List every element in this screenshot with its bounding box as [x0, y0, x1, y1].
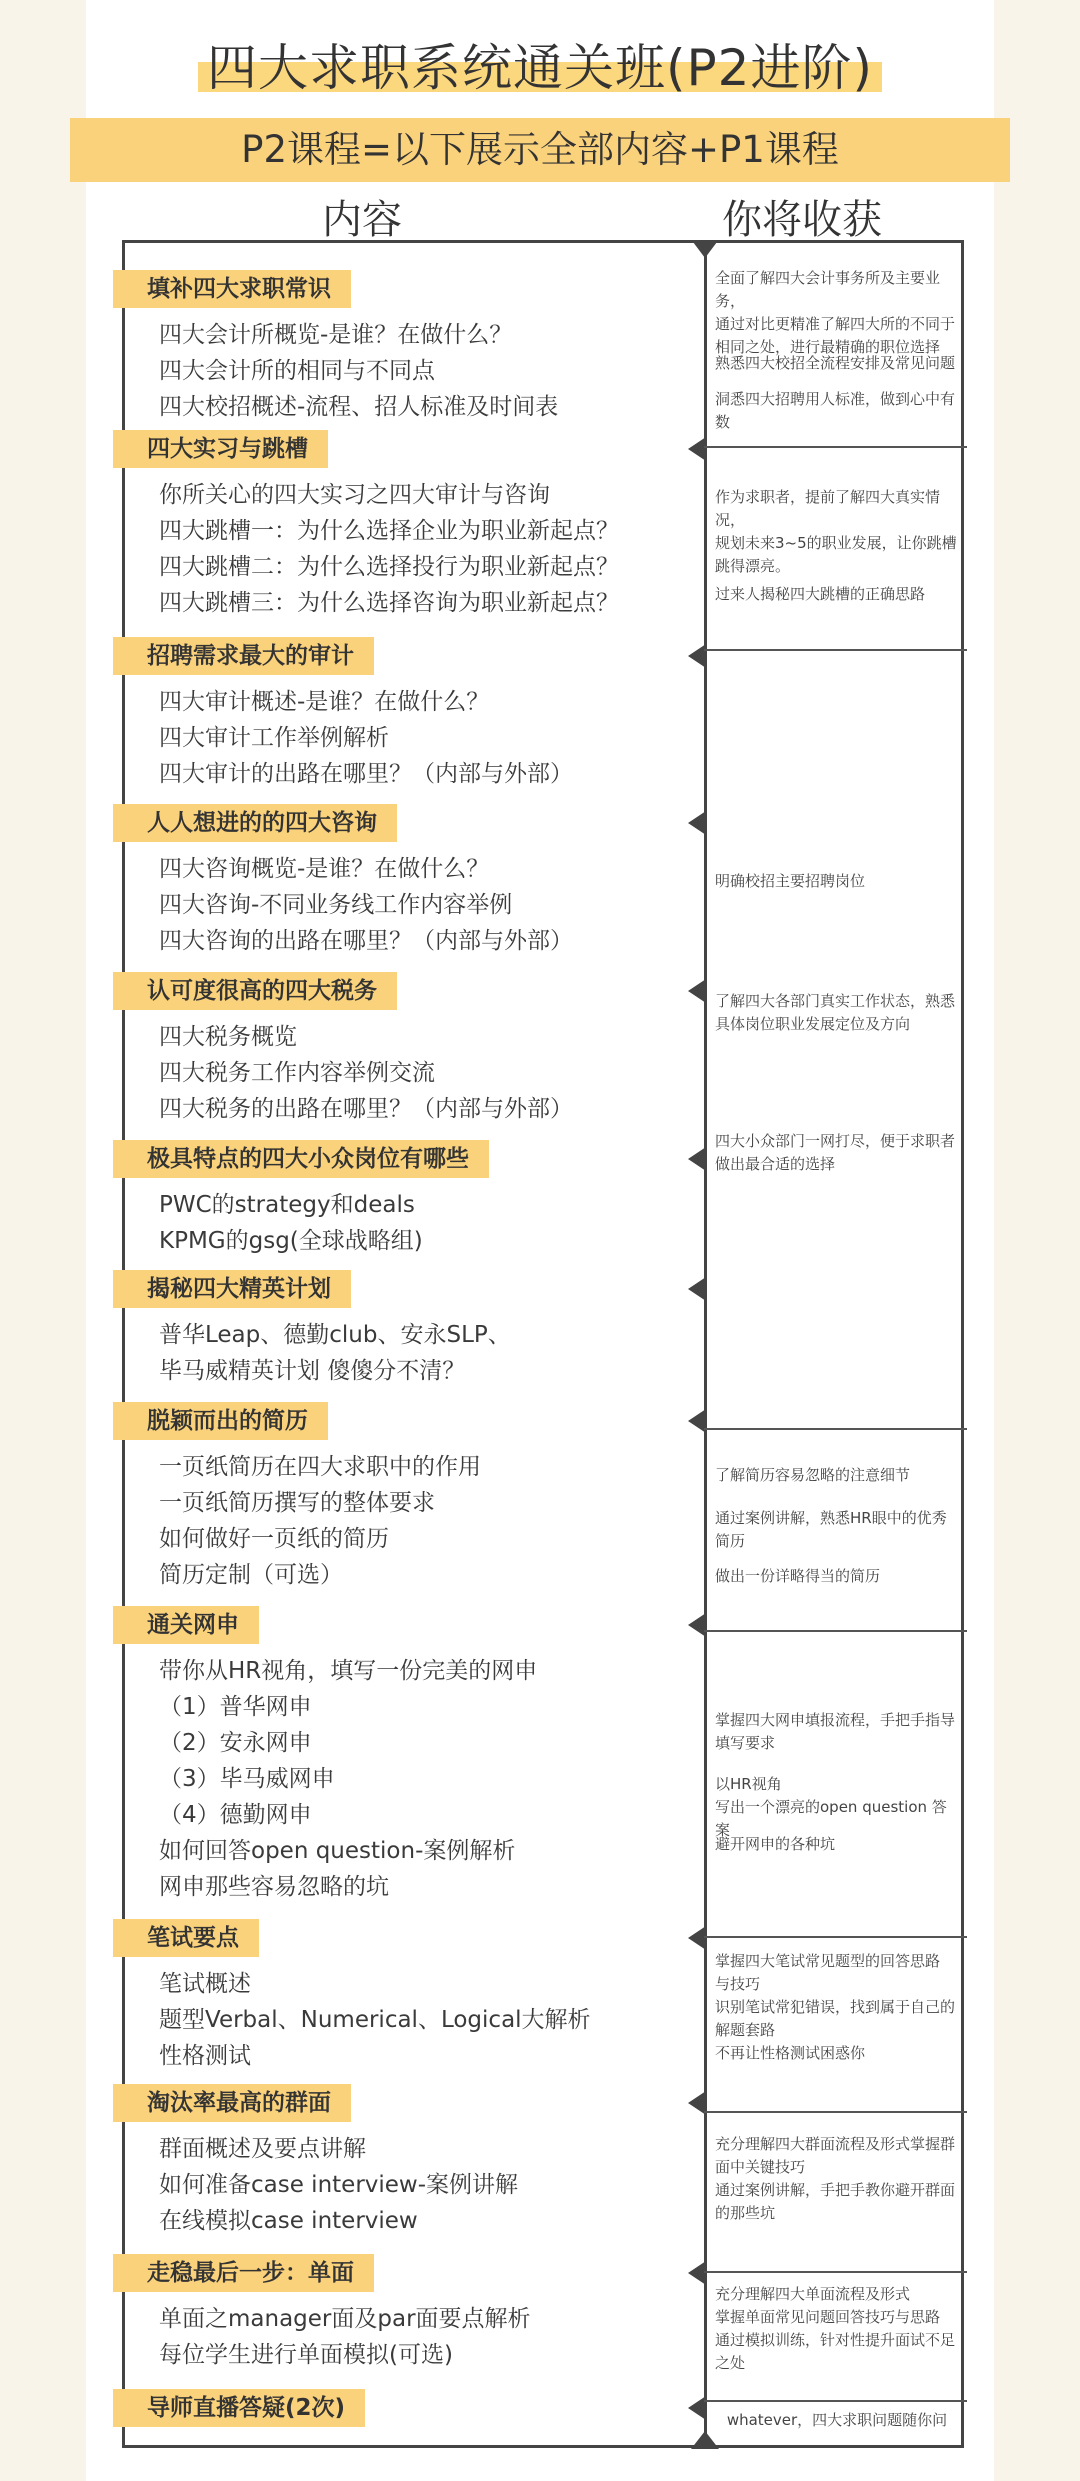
row-arrow-marker — [688, 437, 706, 461]
section-item: （2）安永网申 — [159, 1730, 312, 1756]
section-item: 四大咨询的出路在哪里？（内部与外部） — [159, 928, 573, 954]
gain-line: 通过模拟训练，针对性提升面试不足 — [715, 2331, 956, 2349]
section-item: 如何做好一页纸的简历 — [159, 1526, 389, 1552]
gain-line: 了解四大各部门真实工作状态，熟悉 — [715, 992, 956, 1010]
gain-text — [715, 1507, 959, 1553]
section-item: 四大跳槽一：为什么选择企业为职业新起点？ — [159, 518, 619, 544]
section-item: 四大审计概述-是谁？在做什么？ — [159, 689, 490, 715]
page-title — [86, 28, 994, 100]
section-item: 四大咨询概览-是谁？在做什么？ — [159, 856, 490, 882]
gain-text — [715, 486, 959, 578]
section-item: 四大税务工作内容举例交流 — [159, 1060, 435, 1086]
gain-text — [715, 1950, 959, 2065]
section-label: 四大实习与跳槽 — [113, 430, 328, 468]
gain-text — [715, 990, 959, 1036]
gain-line: 具体岗位职业发展定位及方向 — [715, 1015, 911, 1033]
section-label: 走稳最后一步：单面 — [113, 2254, 374, 2292]
gain-row-divider — [704, 1936, 967, 1938]
section-item: 四大审计工作举例解析 — [159, 725, 389, 751]
section-item: 你所关心的四大实习之四大审计与咨询 — [159, 482, 550, 508]
section-label: 导师直播答疑(2次) — [113, 2389, 365, 2427]
gain-text — [715, 1464, 959, 1487]
section-label: 淘汰率最高的群面 — [113, 2084, 351, 2122]
gain-line: 规划未来3~5的职业发展，让你跳槽 — [715, 534, 957, 552]
section-item: PWC的strategy和deals — [159, 1192, 415, 1218]
section-item: 四大跳槽二：为什么选择投行为职业新起点？ — [159, 554, 619, 580]
gain-line: 写出一个漂亮的open question 答案 — [715, 1798, 947, 1839]
gain-row-divider — [704, 2400, 967, 2402]
section-item: 性格测试 — [159, 2043, 251, 2069]
gain-line: 了解简历容易忽略的注意细节 — [715, 1466, 911, 1484]
course-banner: P2课程=以下展示全部内容+P1课程 — [70, 118, 1010, 182]
section-item: 每位学生进行单面模拟(可选) — [159, 2342, 453, 2368]
section-item: 一页纸简历在四大求职中的作用 — [159, 1454, 481, 1480]
row-arrow-marker — [688, 1147, 706, 1171]
gain-line: 解题套路 — [715, 2021, 776, 2039]
section-item: KPMG的gsg(全球战略组) — [159, 1228, 423, 1254]
section-label: 填补四大求职常识 — [113, 270, 351, 308]
section-item: 单面之manager面及par面要点解析 — [159, 2306, 531, 2332]
gain-line: 通过对比更精准了解四大所的不同于 — [715, 315, 956, 333]
page-title-text: 四大求职系统通关班(P2进阶) — [207, 39, 873, 97]
section-item: 一页纸简历撰写的整体要求 — [159, 1490, 435, 1516]
row-arrow-marker — [688, 1926, 706, 1950]
section-item: （4）德勤网申 — [159, 1802, 312, 1828]
gain-line: 过来人揭秘四大跳槽的正确思路 — [715, 585, 926, 603]
section-item: 四大会计所的相同与不同点 — [159, 358, 435, 384]
gain-line: 相同之处，进行最精确的职位选择 — [715, 338, 941, 356]
section-item: 群面概述及要点讲解 — [159, 2136, 366, 2162]
section-item: 四大校招概述-流程、招人标准及时间表 — [159, 394, 559, 420]
gain-line: 简历 — [715, 1532, 746, 1550]
gain-text — [715, 1773, 959, 1842]
divider-bottom-arrow — [691, 2431, 719, 2449]
section-label: 通关网申 — [113, 1606, 259, 1644]
section-item: 题型Verbal、Numerical、Logical大解析 — [159, 2007, 591, 2033]
section-item: 四大咨询-不同业务线工作内容举例 — [159, 892, 513, 918]
gain-text — [715, 2283, 959, 2375]
gain-line: 四大小众部门一网打尽，便于求职者 — [715, 1132, 956, 1150]
gain-text — [715, 870, 959, 893]
gain-text — [715, 1709, 959, 1755]
content-column-header: 内容 — [322, 197, 402, 243]
gain-row-divider — [704, 2271, 967, 2273]
gain-line: 与技巧 — [715, 1975, 761, 1993]
gain-line: 掌握单面常见问题回答技巧与思路 — [715, 2308, 941, 2326]
gain-line: 的那些坑 — [715, 2204, 776, 2222]
gain-line: 充分理解四大单面流程及形式 — [715, 2285, 911, 2303]
section-item: 笔试概述 — [159, 1971, 251, 1997]
row-arrow-marker — [688, 1613, 706, 1637]
row-arrow-marker — [688, 644, 706, 668]
gain-line: 之处 — [715, 2354, 746, 2372]
section-item: 如何准备case interview-案例讲解 — [159, 2172, 519, 2198]
gain-line: 全面了解四大会计事务所及主要业务， — [715, 269, 941, 310]
gain-text — [715, 1565, 959, 1588]
gain-line: 通过案例讲解，手把手教你避开群面 — [715, 2181, 956, 2199]
section-label: 认可度很高的四大税务 — [113, 972, 397, 1010]
gain-line: 明确校招主要招聘岗位 — [715, 872, 866, 890]
section-item: 在线模拟case interview — [159, 2208, 418, 2234]
section-item: 四大会计所概览-是谁？在做什么？ — [159, 322, 513, 348]
gain-line: 识别笔试常犯错误，找到属于自己的 — [715, 1998, 956, 2016]
gain-line: 充分理解四大群面流程及形式掌握群 — [715, 2135, 956, 2153]
gain-line: 面中关键技巧 — [715, 2158, 806, 2176]
course-table — [122, 240, 964, 2448]
section-item: 四大审计的出路在哪里？（内部与外部） — [159, 761, 573, 787]
gain-line: 做出一份详略得当的简历 — [715, 1567, 881, 1585]
gain-text — [715, 267, 959, 359]
section-item: （1）普华网申 — [159, 1694, 312, 1720]
section-label: 脱颖而出的简历 — [113, 1402, 328, 1440]
gain-text — [715, 583, 959, 606]
gain-line: 洞悉四大招聘用人标准，做到心中有 — [715, 390, 956, 408]
gain-line: 做出最合适的选择 — [715, 1155, 836, 1173]
section-item: 带你从HR视角，填写一份完美的网申 — [159, 1658, 538, 1684]
gain-text — [715, 1833, 959, 1856]
gain-text — [715, 2133, 959, 2225]
gain-row-divider — [704, 2111, 967, 2113]
row-arrow-marker — [688, 2261, 706, 2285]
gain-row-divider — [704, 446, 967, 448]
section-item: 毕马威精英计划 傻傻分不清？ — [159, 1358, 466, 1384]
gain-column-header: 你将收获 — [722, 197, 882, 243]
gain-line: 以HR视角 — [715, 1775, 782, 1793]
row-arrow-marker — [688, 811, 706, 835]
divider-top-arrow — [693, 242, 717, 258]
course-sheet — [86, 0, 994, 2481]
section-item: 普华Leap、德勤club、安永SLP、 — [159, 1322, 511, 1348]
section-label: 人人想进的的四大咨询 — [113, 804, 397, 842]
section-item: 简历定制（可选） — [159, 1562, 343, 1588]
gain-text — [715, 1130, 959, 1176]
gain-line: 熟悉四大校招全流程安排及常见问题 — [715, 354, 956, 372]
gain-text — [715, 2409, 959, 2432]
gain-line: whatever，四大求职问题随你问 — [726, 2411, 948, 2429]
gain-line: 不再让性格测试困惑你 — [715, 2044, 866, 2062]
gain-line: 数 — [715, 413, 731, 431]
section-item: （3）毕马威网申 — [159, 1766, 335, 1792]
gain-row-divider — [704, 1428, 967, 1430]
row-arrow-marker — [688, 1277, 706, 1301]
gain-line: 避开网申的各种坑 — [715, 1835, 836, 1853]
gain-line: 作为求职者，提前了解四大真实情况， — [715, 488, 941, 529]
section-label: 笔试要点 — [113, 1919, 259, 1957]
section-item: 四大税务概览 — [159, 1024, 297, 1050]
gain-line: 填写要求 — [715, 1734, 776, 1752]
section-label: 揭秘四大精英计划 — [113, 1270, 351, 1308]
section-item: 如何回答open question-案例解析 — [159, 1838, 516, 1864]
gain-line: 跳得漂亮。 — [715, 557, 791, 575]
section-label: 极具特点的四大小众岗位有哪些 — [113, 1140, 489, 1178]
gain-line: 通过案例讲解，熟悉HR眼中的优秀 — [715, 1509, 947, 1527]
gain-text — [715, 352, 959, 375]
section-label: 招聘需求最大的审计 — [113, 637, 374, 675]
gain-row-divider — [704, 1630, 967, 1632]
row-arrow-marker — [688, 979, 706, 1003]
section-item: 四大跳槽三：为什么选择咨询为职业新起点？ — [159, 590, 619, 616]
gain-row-divider — [704, 649, 967, 651]
section-item: 网申那些容易忽略的坑 — [159, 1874, 389, 1900]
gain-line: 掌握四大笔试常见题型的回答思路 — [715, 1952, 941, 1970]
gain-text — [715, 388, 959, 434]
gain-line: 掌握四大网申填报流程，手把手指导 — [715, 1711, 956, 1729]
section-item: 四大税务的出路在哪里？（内部与外部） — [159, 1096, 573, 1122]
